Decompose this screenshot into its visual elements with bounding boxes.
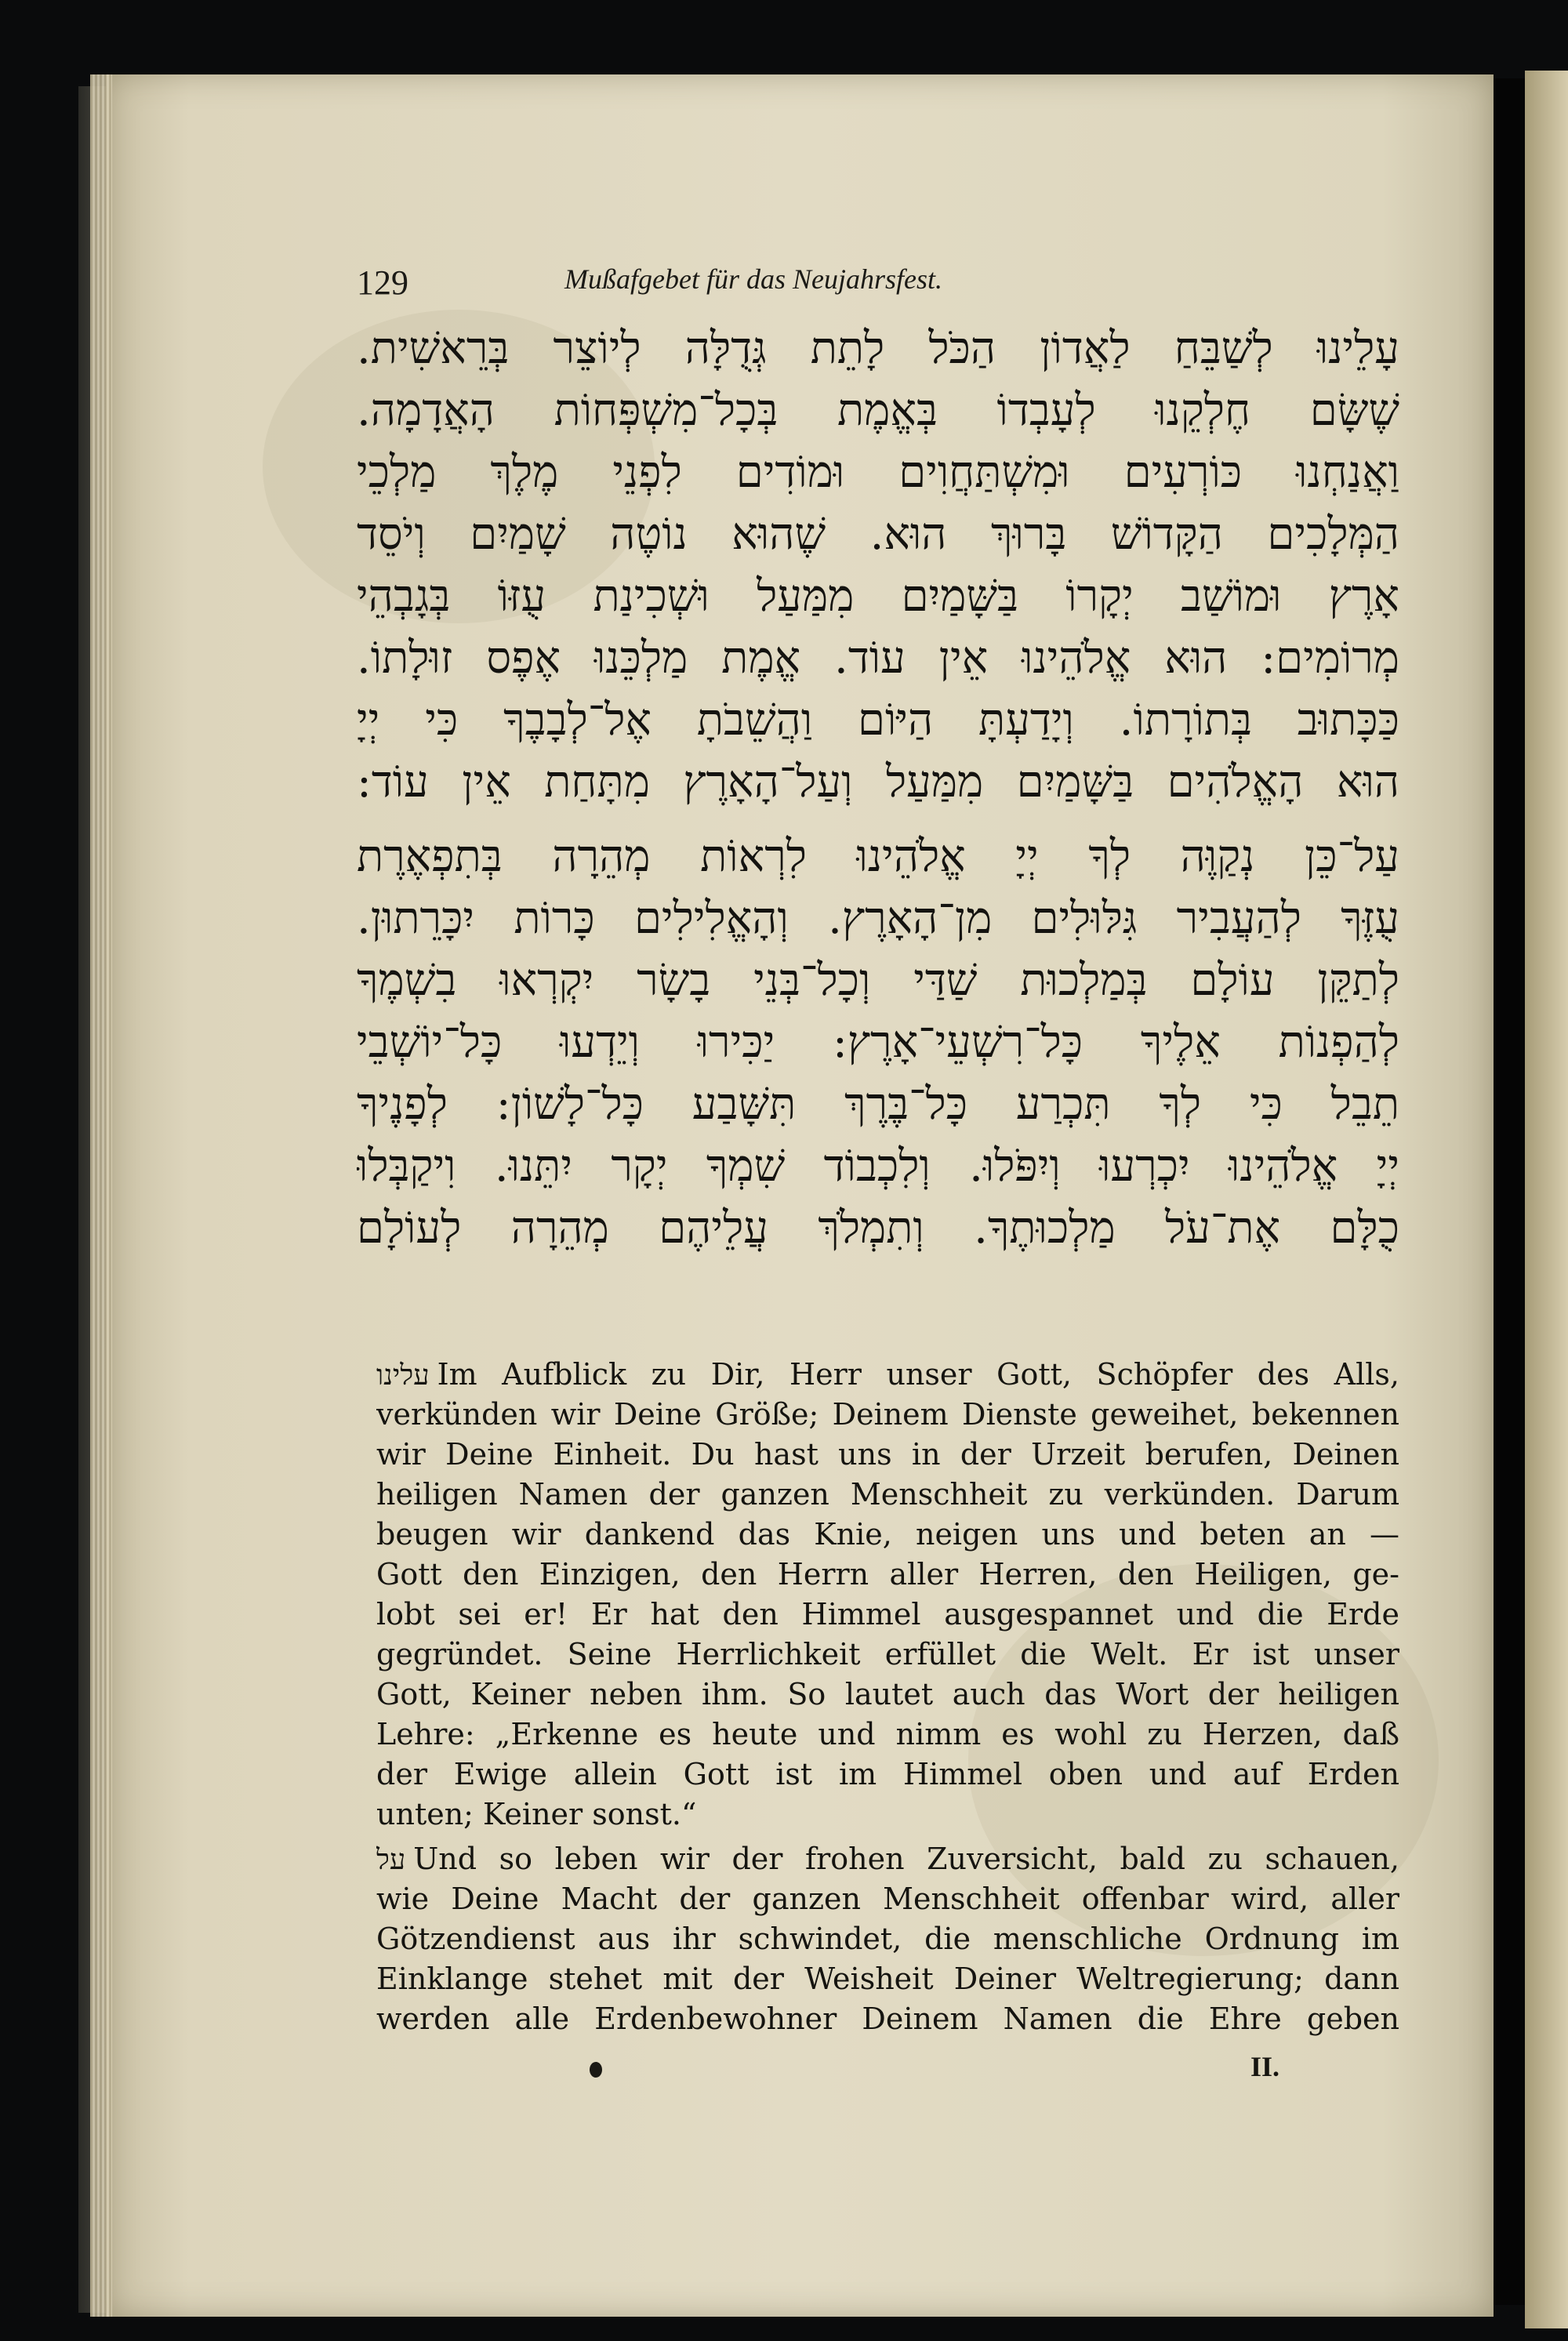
german-line: der Ewige allein Gott ist im Himmel oben und auf Erden	[376, 1757, 1399, 1791]
margin-cue: על	[376, 1844, 406, 1876]
hebrew-line: לְתַקֵּן עוֹלָם בְּמַלְכוּת שַׁדַּי וְכָל־בְּנֵי בָשָׂר יִקְרְאוּ בִשְׁמֶךָ	[357, 955, 1399, 1006]
gutter-shadow	[1494, 78, 1525, 2305]
hebrew-line: הוּא הָאֱלֹהִים בַּשָּׁמַיִם מִמַּעַל וְעַל־הָאָרֶץ מִתָּחַת אֵין עוֹד:	[357, 757, 1399, 808]
german-translation	[376, 1355, 1399, 2039]
hebrew-prayer-text	[357, 318, 1399, 1259]
printer-signature: II.	[1250, 2051, 1280, 2082]
german-line: beugen wir dankend das Knie, neigen uns und beten an —	[376, 1517, 1399, 1552]
german-line: heiligen Namen der ganzen Menschheit zu verkünden. Darum	[376, 1477, 1399, 1512]
german-line-text: Im Aufblick zu Dir, Herr unser Gott, Schöpfer des Alls,	[437, 1357, 1399, 1392]
hebrew-line: שֶׁשָּׂם חֶלְקֵנוּ לְעָבְדוֹ בְּאֱמֶת בְּכָל־מִשְׁפְּחוֹת הָאֲדָמָה.	[357, 385, 1399, 436]
margin-cue: עלינו	[376, 1359, 430, 1392]
hebrew-line: אָרֶץ וּמוֹשַׁב יְקָרוֹ בַּשָּׁמַיִם מִמַּעַל וּשְׁכִינַת עֻזּוֹ בְּגָבְהֵי	[357, 571, 1399, 622]
hebrew-line: עֻזֶּךָ לְהַעֲבִיר גִּלּוּלִים מִן־הָאָרֶץ. וְהָאֱלִילִים כָּרוֹת יִכָּרֵתוּן.	[357, 893, 1399, 944]
hebrew-line: כַּכָּתוּב בְּתוֹרָתוֹ. וְיָדַעְתָּ הַיּוֹם וַהֲשֵׁבֹתָ אֶל־לְבָבֶךָ כִּי יְיָ	[357, 695, 1399, 746]
hebrew-line: וַאֲנַחְנוּ כּוֹרְעִים וּמִשְׁתַּחֲוִים וּמוֹדִים לִפְנֵי מֶלֶךְ מַלְכֵי	[357, 447, 1399, 498]
german-line: wir Deine Einheit. Du hast uns in der Urzeit berufen, Deinen	[376, 1437, 1399, 1472]
hebrew-line: יְיָ אֱלֹהֵינוּ יִכְרְעוּ וְיִפֹּלוּ. וְלִכְבוֹד שִׁמְךָ יְקָר יִתֵּנוּ. וִיקַבְּלוּ	[357, 1141, 1399, 1192]
german-line: Lehre: „Erkenne es heute und nimm es wohl zu Herzen, daß	[376, 1717, 1399, 1751]
german-line: Einklange stehet mit der Weisheit Deiner Weltregierung; dann	[376, 1962, 1399, 1996]
german-line: Gott, Keiner neben ihm. So lautet auch das Wort der heiligen	[376, 1677, 1399, 1711]
facing-page-edge	[1525, 71, 1568, 2328]
german-line-text: Und so leben wir der frohen Zuversicht, bald zu schauen,	[413, 1842, 1399, 1876]
running-head-title: Mußafgebet für das Neujahrsfest.	[564, 263, 942, 295]
hebrew-line: תֵבֵל כִּי לְךָ תִּכְרַע כָּל־בֶּרֶךְ תִּשָּׁבַע כָּל־לָשׁוֹן: לְפָנֶיךָ	[357, 1079, 1399, 1130]
german-line: wie Deine Macht der ganzen Menschheit offenbar wird, aller	[376, 1882, 1399, 1916]
ink-spot	[590, 2062, 602, 2078]
hebrew-line: מְרוֹמִים: הוּא אֱלֹהֵינוּ אֵין עוֹד. אֱמֶת מַלְכֵּנוּ אֶפֶס זוּלָתוֹ.	[357, 633, 1399, 684]
hebrew-line: הַמְּלָכִים הַקָּדוֹשׁ בָּרוּךְ הוּא. שֶׁהוּא נוֹטֶה שָׁמַיִם וְיֹסֵד	[357, 509, 1399, 560]
hebrew-line: עָלֵינוּ לְשַׁבֵּחַ לַאֲדוֹן הַכֹּל לָתֵת גְּדֻלָּה לְיוֹצֵר בְּרֵאשִׁית.	[357, 323, 1399, 374]
german-line: unten; Keiner sonst.“	[376, 1797, 697, 1831]
hebrew-line: כֻלָּם אֶת־עֹל מַלְכוּתֶךָ. וְתִמְלֹךְ עֲלֵיהֶם מְהֵרָה לְעוֹלָם	[357, 1203, 1399, 1254]
hebrew-line: לְהַפְנוֹת אֵלֶיךָ כָּל־רִשְׁעֵי־אָרֶץ: יַכִּירוּ וְיֵדְעוּ כָּל־יוֹשְׁבֵי	[357, 1017, 1399, 1068]
hebrew-line: עַל־כֵּן נְקַוֶּה לְךָ יְיָ אֱלֹהֵינוּ לִרְאוֹת מְהֵרָה בְּתִפְאֶרֶת	[357, 831, 1399, 882]
page-stack-edge	[90, 74, 112, 2317]
german-line: gegründet. Seine Herrlichkeit erfüllet die Welt. Er ist unser	[376, 1637, 1399, 1671]
german-line: werden alle Erdenbewohner Deinem Namen die Ehre geben	[376, 2002, 1399, 2036]
german-line	[376, 1839, 1399, 1879]
german-line	[376, 1355, 1399, 1395]
german-line: Götzendienst aus ihr schwindet, die menschliche Ordnung im	[376, 1922, 1399, 1956]
german-line: Gott den Einzigen, den Herrn aller Herren, den Heiligen, ge-	[376, 1557, 1399, 1592]
german-line: lobt sei er! Er hat den Himmel ausgespannet und die Erde	[376, 1597, 1399, 1631]
german-line: verkünden wir Deine Größe; Deinem Dienste geweihet, bekennen	[376, 1397, 1399, 1432]
page-number: 129	[357, 263, 408, 302]
